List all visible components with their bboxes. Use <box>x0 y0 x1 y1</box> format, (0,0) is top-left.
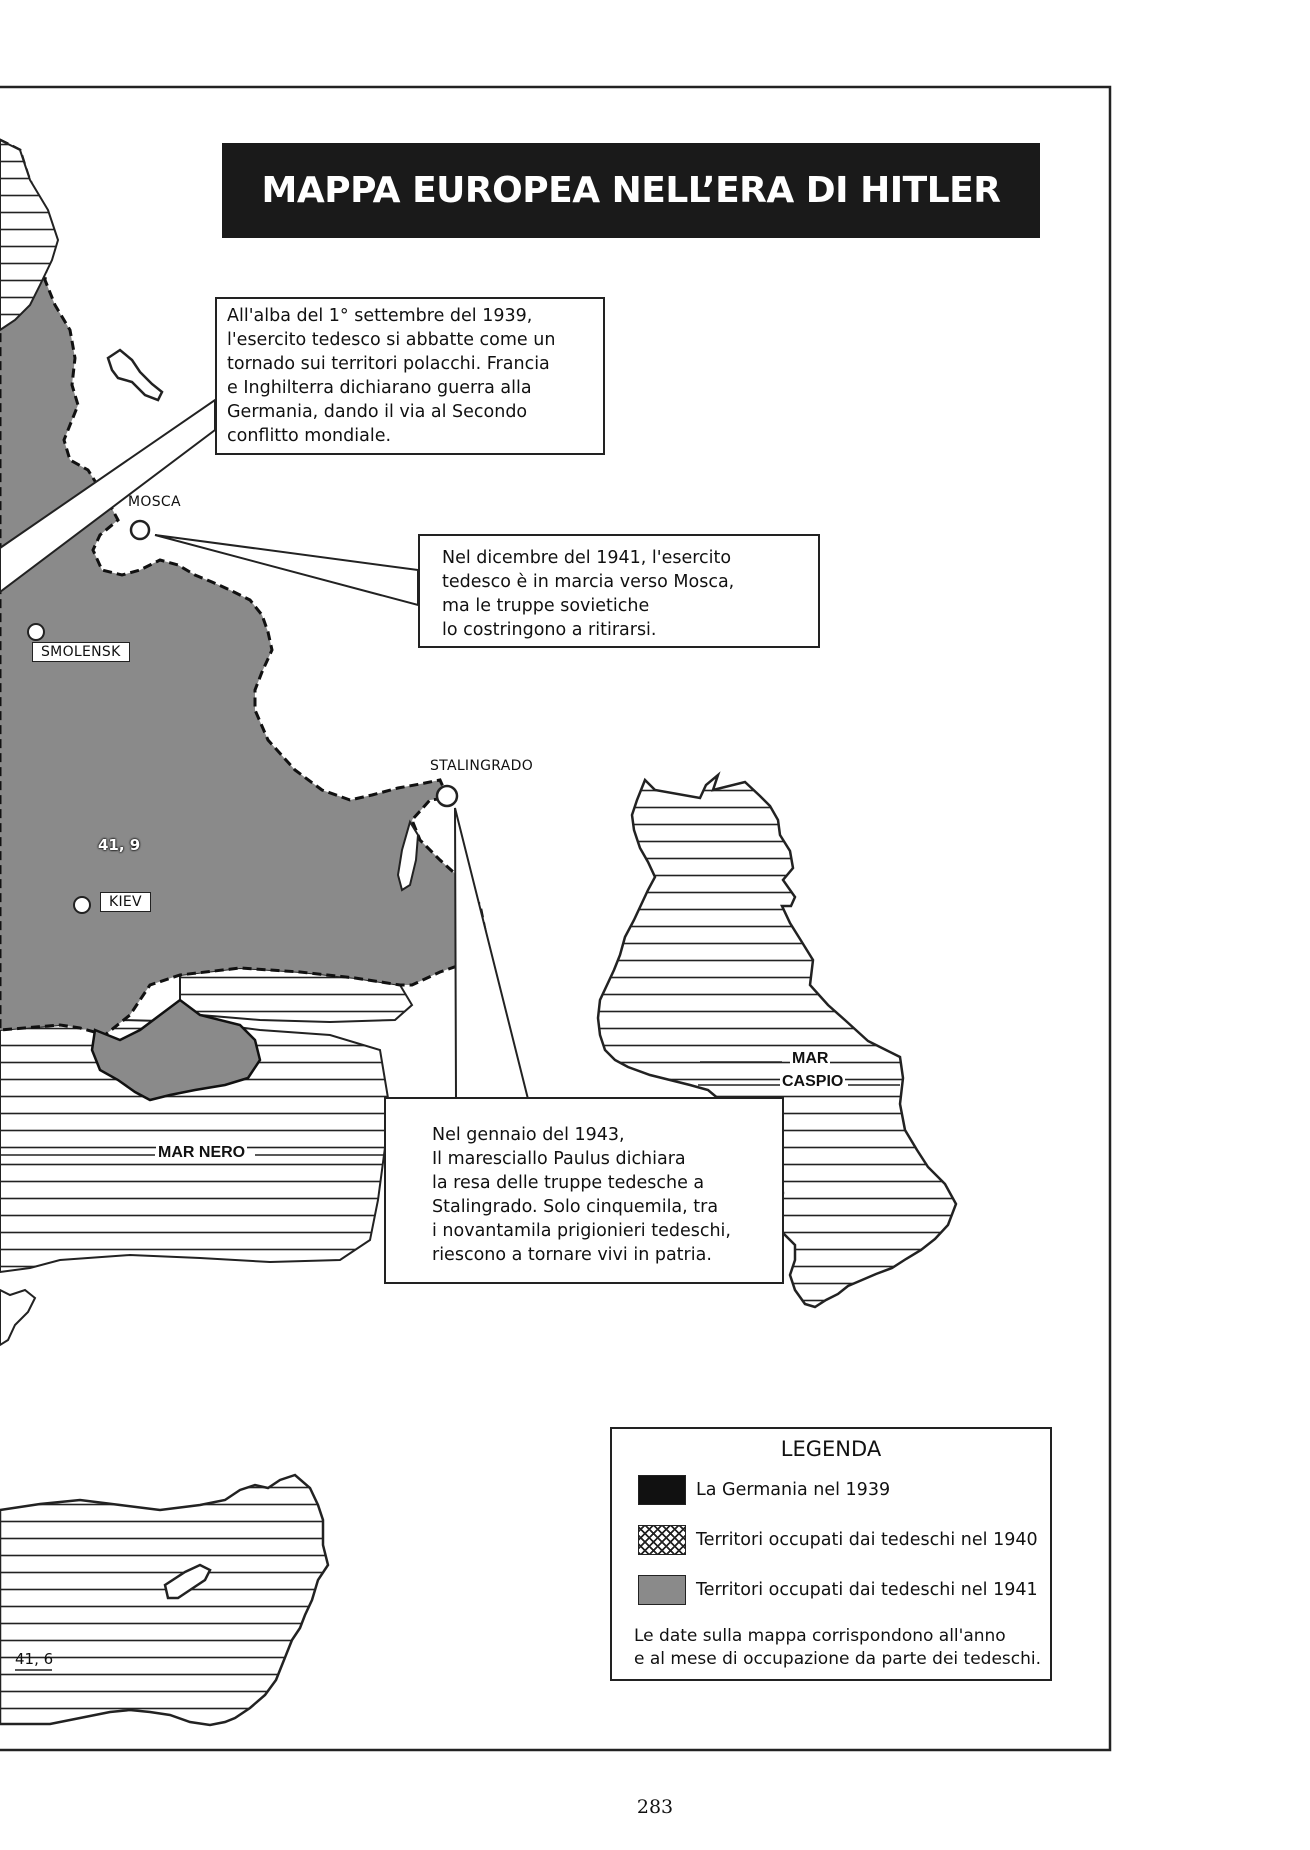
moscow-callout <box>418 534 820 648</box>
legend-item-label: Territori occupati dai tedeschi nel 1941 <box>696 1580 1038 1600</box>
legend-item-label: La Germania nel 1939 <box>696 1480 891 1500</box>
callout-line: riescono a tornare vivi in patria. <box>432 1245 712 1265</box>
callout-line: conflitto mondiale. <box>227 426 392 446</box>
mosca-label: MOSCA <box>128 494 181 510</box>
map-title-box <box>222 143 1040 238</box>
map-title: MAPPA EUROPEA NELL’ERA DI HITLER <box>261 170 1001 211</box>
mar-caspio-label-line2: CASPIO <box>782 1073 844 1090</box>
aegean-coast <box>0 1290 35 1345</box>
legend-item-germany-1939 <box>638 1475 890 1505</box>
callout-line: l'esercito tedesco si abbatte come un <box>227 330 556 350</box>
legend-note-line: e al mese di occupazione da parte dei tedeschi. <box>634 1649 1042 1669</box>
callout-line: la resa delle truppe tedesche a <box>432 1173 705 1193</box>
legend-item-occupied-1940 <box>638 1525 1038 1555</box>
stalingrado-label: STALINGRADO <box>430 758 534 774</box>
stalingrado-marker <box>437 786 457 806</box>
callout-line: Stalingrado. Solo cinquemila, tra <box>432 1197 719 1217</box>
smolensk-label: SMOLENSK <box>32 642 130 662</box>
legend-title: LEGENDA <box>780 1437 882 1461</box>
map-legend <box>610 1427 1052 1681</box>
callout-line: i novantamila prigionieri tedeschi, <box>432 1221 731 1241</box>
mosca-marker <box>131 521 149 539</box>
legend-note <box>634 1625 1041 1671</box>
kiev-label: KIEV <box>100 892 151 912</box>
callout-line: tornado sui territori polacchi. Francia <box>227 354 550 374</box>
northern-island <box>108 350 162 400</box>
crosshatch-swatch <box>638 1525 686 1555</box>
kiev-marker <box>74 897 90 913</box>
smolensk-marker <box>28 624 44 640</box>
page-number: 283 <box>636 1796 674 1818</box>
callout-line: Nel gennaio del 1943, <box>432 1125 625 1145</box>
callout-line: Nel dicembre del 1941, l'esercito <box>442 548 732 568</box>
callout-line: tedesco è in marcia verso Mosca, <box>442 572 735 592</box>
callout-line: All'alba del 1° settembre del 1939, <box>227 306 533 326</box>
callout-line: ma le truppe sovietiche <box>442 596 650 616</box>
callout-line: Germania, dando il via al Secondo <box>227 402 528 422</box>
stalingrad-callout-pointer <box>455 808 528 1099</box>
gray-swatch <box>638 1575 686 1605</box>
mar-caspio-label-line1: MAR <box>792 1050 829 1067</box>
callout-line: e Inghilterra dichiarano guerra alla <box>227 378 532 398</box>
legend-item-occupied-1941 <box>638 1575 1038 1605</box>
poland-invasion-callout <box>215 297 605 455</box>
callout-line: lo costringono a ritirarsi. <box>442 620 657 640</box>
kiev-occupation-date: 41, 9 <box>98 836 141 854</box>
south-occupation-date: 41, 6 <box>15 1650 54 1668</box>
legend-note-line: Le date sulla mappa corrispondono all'anno <box>634 1626 1006 1646</box>
legend-item-label: Territori occupati dai tedeschi nel 1940 <box>696 1530 1038 1550</box>
callout-line: Il maresciallo Paulus dichiara <box>432 1149 686 1169</box>
stalingrad-callout <box>384 1097 784 1284</box>
black-swatch <box>638 1475 686 1505</box>
mediterranean-sea <box>0 1475 328 1725</box>
mar-nero-label: MAR NERO <box>158 1144 246 1161</box>
